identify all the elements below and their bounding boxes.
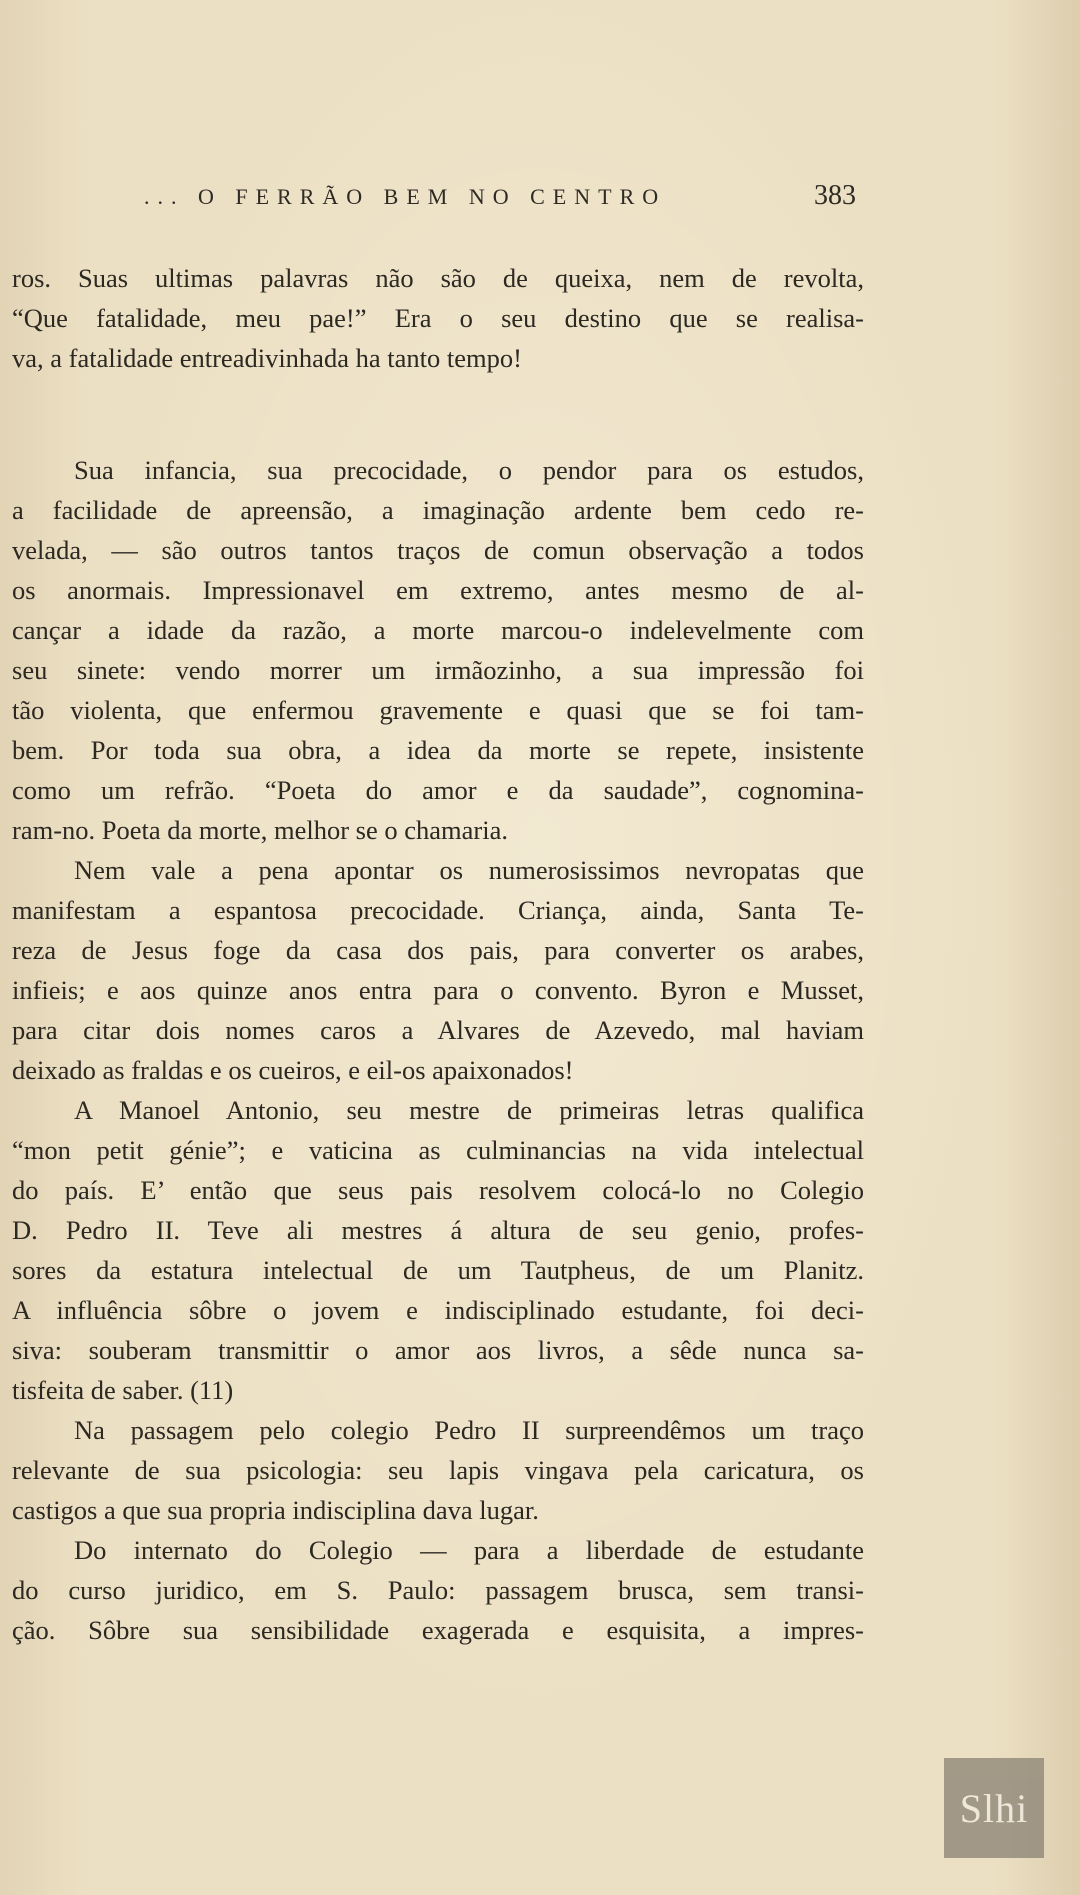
library-watermark-logo: [944, 1758, 1044, 1858]
text-line: tisfeita de saber. (11): [12, 1375, 234, 1405]
text-line: Sua infancia, sua precocidade, o pendor para os estudos,: [74, 455, 864, 485]
text-line: ros. Suas ultimas palavras não são de queixa, nem de revolta,: [12, 263, 864, 293]
text-line: Do internato do Colegio — para a liberdade de estudante: [74, 1535, 864, 1565]
text-line: do país. E’ então que seus pais resolvem colocá-lo no Colegio: [12, 1175, 864, 1205]
paragraph: [12, 1090, 864, 1410]
text-line: “Que fatalidade, meu pae!” Era o seu destino que se realisa-: [12, 303, 864, 333]
text-line: ram-no. Poeta da morte, melhor se o chamaria.: [12, 815, 508, 845]
text-line: manifestam a espantosa precocidade. Criança, ainda, Santa Te-: [12, 895, 864, 925]
paragraph: [12, 1410, 864, 1530]
text-line: do curso juridico, em S. Paulo: passagem brusca, sem transi-: [12, 1575, 864, 1605]
text-line: Nem vale a pena apontar os numerosissimos nevropatas que: [74, 855, 864, 885]
paragraph: [12, 1530, 864, 1650]
watermark-text: Slhi: [959, 1785, 1029, 1831]
text-line: os anormais. Impressionavel em extremo, antes mesmo de al-: [12, 575, 864, 605]
text-line: D. Pedro II. Teve ali mestres á altura de seu genio, profes-: [12, 1215, 864, 1245]
running-title: ... O FERRÃO BEM NO CENTRO: [144, 184, 667, 209]
text-line: “mon petit génie”; e vaticina as culminancias na vida intelectual: [12, 1135, 864, 1165]
paragraph: [12, 850, 864, 1090]
text-line: tão violenta, que enfermou gravemente e quasi que se foi tam-: [12, 695, 864, 725]
body-text: [12, 258, 864, 1650]
paragraph: [12, 258, 864, 378]
text-line: A Manoel Antonio, seu mestre de primeiras letras qualifica: [74, 1095, 864, 1125]
text-line: para citar dois nomes caros a Alvares de Azevedo, mal haviam: [12, 1015, 864, 1045]
paragraph: [12, 450, 864, 850]
text-line: seu sinete: vendo morrer um irmãozinho, a sua impressão foi: [12, 655, 864, 685]
text-line: siva: souberam transmittir o amor aos livros, a sêde nunca sa-: [12, 1335, 864, 1365]
text-line: Na passagem pelo colegio Pedro II surpreendêmos um traço: [74, 1415, 864, 1445]
text-line: sores da estatura intelectual de um Tautpheus, de um Planitz.: [12, 1255, 864, 1285]
text-line: a facilidade de apreensão, a imaginação ardente bem cedo re-: [12, 495, 864, 525]
text-line: como um refrão. “Poeta do amor e da saudade”, cognomina-: [12, 775, 864, 805]
text-line: velada, — são outros tantos traços de comun observação a todos: [12, 535, 864, 565]
text-line: infieis; e aos quinze anos entra para o convento. Byron e Musset,: [12, 975, 864, 1005]
text-line: castigos a que sua propria indisciplina dava lugar.: [12, 1495, 539, 1525]
text-line: cançar a idade da razão, a morte marcou-o indelevelmente com: [12, 615, 864, 645]
text-line: deixado as fraldas e os cueiros, e eil-os apaixonados!: [12, 1055, 574, 1085]
text-line: va, a fatalidade entreadivinhada ha tanto tempo!: [12, 343, 522, 373]
text-line: ção. Sôbre sua sensibilidade exagerada e esquisita, a impres-: [12, 1615, 864, 1645]
running-header: [144, 180, 856, 220]
text-line: A influência sôbre o jovem e indisciplinado estudante, foi deci-: [12, 1295, 864, 1325]
text-line: reza de Jesus foge da casa dos pais, para converter os arabes,: [12, 935, 864, 965]
text-line: relevante de sua psicologia: seu lapis vingava pela caricatura, os: [12, 1455, 864, 1485]
text-line: bem. Por toda sua obra, a idea da morte se repete, insistente: [12, 735, 864, 765]
page-number: 383: [814, 180, 856, 211]
